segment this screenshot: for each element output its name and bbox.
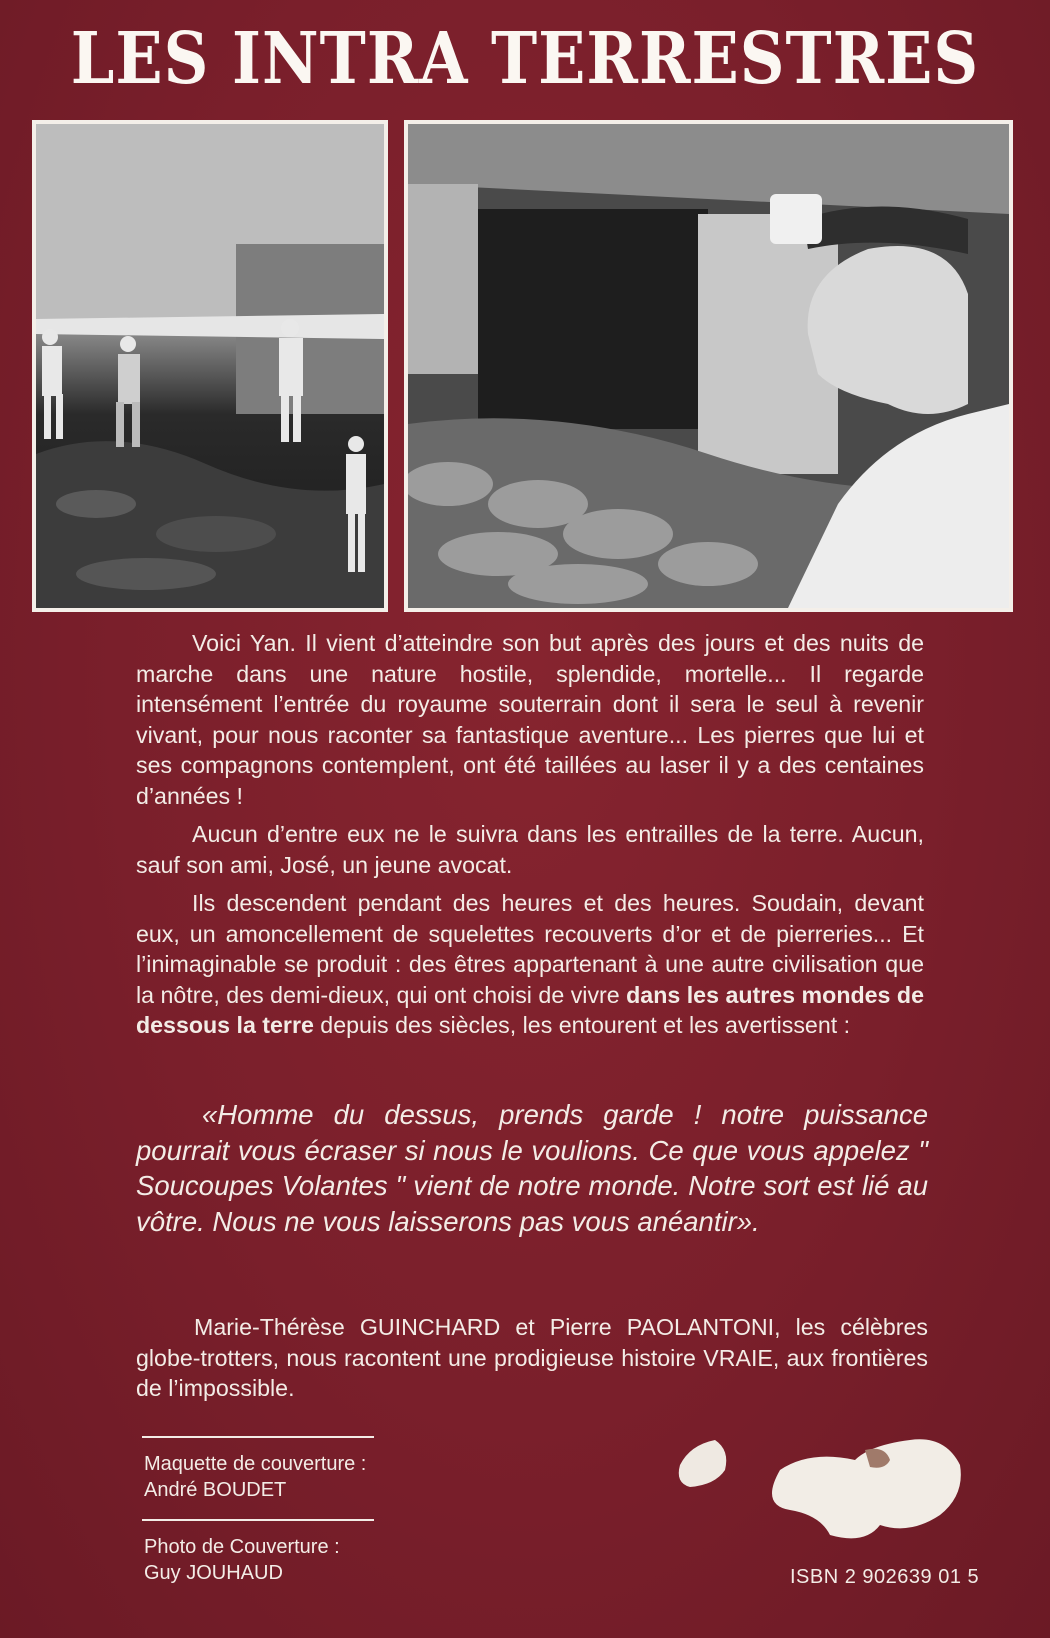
synopsis-p3-start: Ils descendent pendant des heures et des heures. Soudain, devant eux, un amoncellement de squelettes recouverts d’or et de pierreries... Et l’inimaginable se produit : des êtres appartenant à une autre civilisation que la nôtre, des demi-dieux, qui ont choisi de vivre — [136, 890, 924, 1008]
synopsis-paragraph-3 — [136, 888, 924, 1041]
synopsis-p3-end: depuis des siècles, les entourent et les avertissent : — [313, 1012, 851, 1038]
cover-photo-credit — [144, 1534, 340, 1586]
synopsis-paragraph-2: Aucun d’entre eux ne le suivra dans les entrailles de la terre. Aucun, sauf son ami, José, un jeune avocat. — [136, 821, 924, 878]
cover-photo-name: Guy JOUHAUD — [144, 1562, 283, 1584]
quote: «Homme du dessus, prends garde ! notre puissance pourrait vous écraser si nous le voulions. Ce que vous appelez " Soucoupes Volantes " vient de notre monde. Notre sort est lié au vôtre. Nous ne vous laisserons pas vous anéantir». — [136, 1099, 928, 1237]
synopsis-p3-bold: dans les autres mondes de dessous la terre — [136, 981, 924, 1038]
cover-design-credit — [144, 1451, 366, 1503]
synopsis — [136, 628, 924, 1049]
cave-explorers-image — [36, 124, 384, 608]
isbn: ISBN 2 902639 01 5 — [790, 1566, 980, 1588]
book-title: LES INTRA TERRESTRES — [70, 16, 980, 101]
synopsis-paragraph-1: Voici Yan. Il vient d’atteindre son but après des jours et des nuits de marche dans une nature hostile, splendide, mortelle... Il regarde intensément l’entrée du royaume souterrain dont il sera le seul à revenir vivant, pour nous raconter sa fantastique aventure... Les pierres que lui et ses compagnons contemplent, ont été taillées au laser il y a des centaines d’années ! — [136, 630, 924, 809]
explorer-portrait-photo — [404, 120, 1013, 612]
cover-design-label: Maquette de couverture : — [144, 1453, 367, 1475]
authors-paragraph: Marie-Thérèse GUINCHARD et Pierre PAOLANTONI, les célèbres globe-trotters, nous racontent une prodigieuse histoire VRAIE, aux frontières de l’impossible. — [136, 1314, 928, 1401]
divider-1 — [142, 1436, 374, 1438]
cave-explorers-photo — [32, 120, 388, 612]
torn-paper-icon — [670, 1425, 970, 1555]
cover-design-name: André BOUDET — [144, 1479, 287, 1501]
cover-photo-label: Photo de Couverture : — [144, 1536, 340, 1558]
divider-2 — [142, 1519, 374, 1521]
explorer-portrait-image — [408, 124, 1009, 608]
